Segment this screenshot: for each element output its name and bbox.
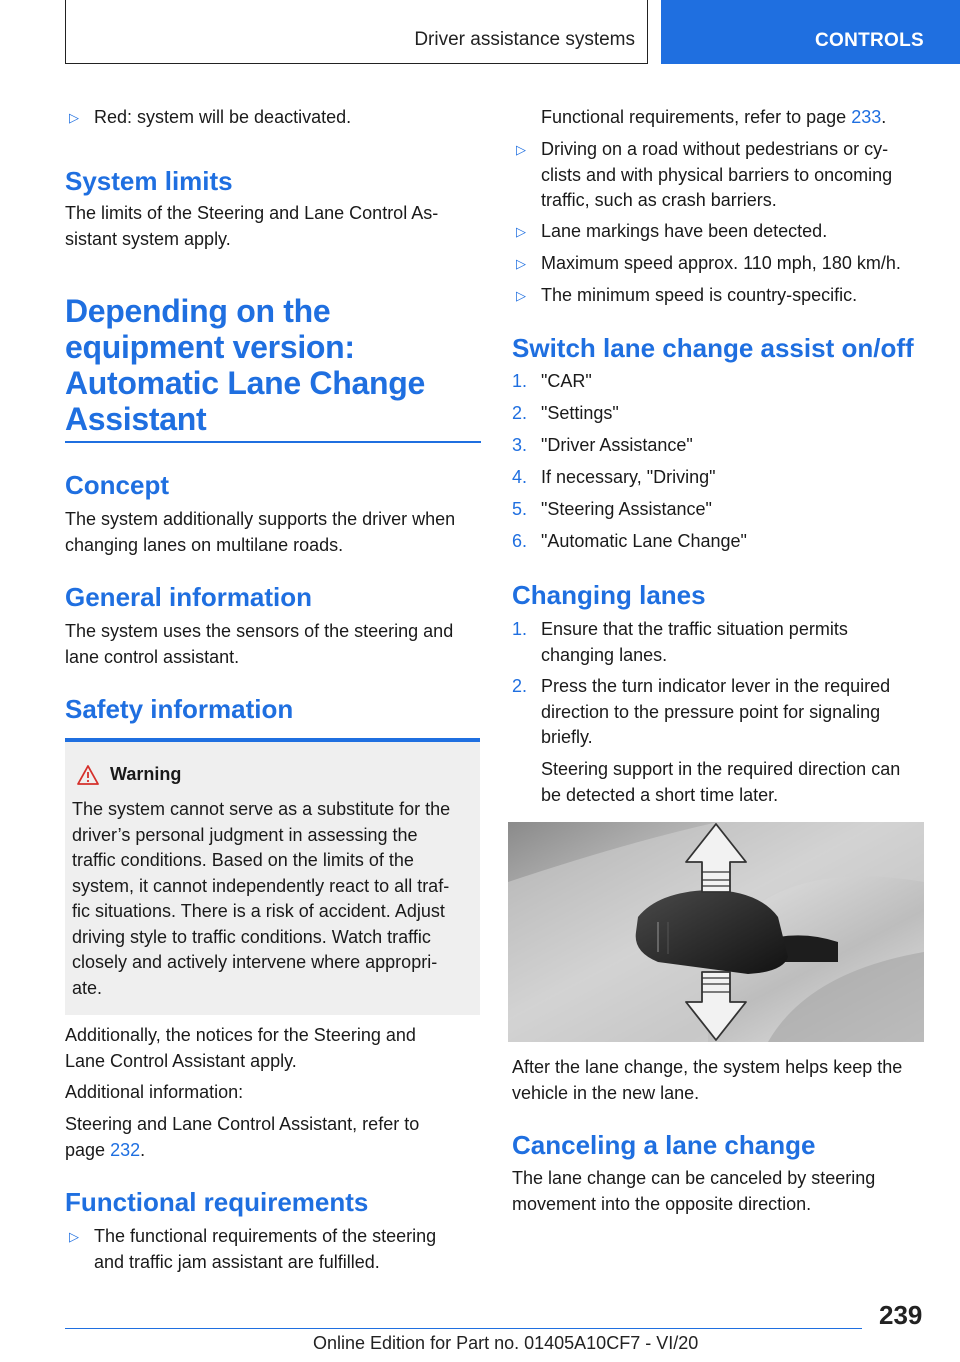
list-item <box>512 617 960 668</box>
page-link-232[interactable]: 232 <box>110 1139 141 1160</box>
page-link-233[interactable]: 233 <box>851 107 882 127</box>
list-item <box>512 497 932 523</box>
warning-title: Warning <box>110 764 182 784</box>
bullet-text: The minimum speed is country-specific. <box>541 285 858 305</box>
func-ref-text: Functional requirements, refer to page <box>541 107 847 127</box>
list-item <box>512 465 932 491</box>
switch-steps-list <box>512 369 932 555</box>
list-item <box>512 433 932 459</box>
controls-tab[interactable] <box>661 0 960 64</box>
step-text: Ensure that the traffic situation permits changing lanes. <box>541 619 848 665</box>
safety-info-heading: Safety information <box>65 694 294 724</box>
controls-tab-label: CONTROLS <box>815 30 925 51</box>
bullet-text: Maximum speed approx. 110 mph, 180 km/h. <box>541 253 901 273</box>
additional-info-ref: Steering and Lane Control Assistant, refer to page 232. <box>65 1114 420 1160</box>
triangle-bullet-icon: ▷ <box>516 224 526 239</box>
main-heading-line: equipment version: <box>65 329 355 365</box>
step-note: Steering support in the required direction can be detected a short time later. <box>541 759 901 805</box>
list-item <box>512 283 960 309</box>
list-item <box>512 529 932 555</box>
step-text: "Settings" <box>541 403 619 423</box>
step-number: 6. <box>512 531 528 551</box>
triangle-bullet-icon: ▷ <box>516 288 526 303</box>
list-item <box>512 219 960 245</box>
footer-divider <box>65 1328 862 1329</box>
step-text: "CAR" <box>541 371 592 391</box>
triangle-bullet-icon: ▷ <box>69 1229 79 1244</box>
list-item <box>65 105 510 131</box>
additional-info-label: Additional information: <box>65 1082 244 1102</box>
step-number: 2. <box>512 403 528 423</box>
main-heading-line: Automatic Lane Change <box>65 365 425 401</box>
func-ref: Functional requirements, refer to page 233. <box>541 107 887 127</box>
step-number: 1. <box>512 371 528 391</box>
triangle-bullet-icon: ▷ <box>516 256 526 271</box>
triangle-bullet-icon: ▷ <box>69 110 79 125</box>
system-limits-body: The limits of the Steering and Lane Control As- sistant system apply. <box>65 203 439 249</box>
main-heading-line: Assistant <box>65 401 207 437</box>
warning-box <box>65 738 480 1015</box>
additional-info-ref-text: Steering and Lane Control Assistant, refer to page <box>65 1114 420 1160</box>
system-limits-heading: System limits <box>65 166 233 196</box>
main-heading <box>65 293 481 437</box>
concept-body: The system additionally supports the driver when changing lanes on multilane roads. <box>65 509 456 555</box>
list-item <box>512 251 960 277</box>
warning-title-row <box>77 764 181 785</box>
additional-notice: Additionally, the notices for the Steering and Lane Control Assistant apply. <box>65 1025 416 1071</box>
general-info-heading: General information <box>65 582 313 612</box>
list-item <box>512 369 932 395</box>
bullet-text: The functional requirements of the steering and traffic jam assistant are fulfilled. <box>94 1226 437 1272</box>
switch-lane-change-heading: Switch lane change assist on/off <box>512 333 914 363</box>
section-title: Driver assistance systems <box>414 29 635 50</box>
changing-lanes-heading: Changing lanes <box>512 580 706 610</box>
step-number: 5. <box>512 499 528 519</box>
heading-divider <box>65 441 481 443</box>
canceling-heading: Canceling a lane change <box>512 1130 816 1160</box>
list-item <box>512 674 960 751</box>
page-number: 239 <box>879 1300 923 1330</box>
edition-text: Online Edition for Part no. 01405A10CF7 - VI/20 <box>313 1333 699 1353</box>
step-number: 1. <box>512 619 528 639</box>
step-number: 4. <box>512 467 528 487</box>
step-number: 2. <box>512 676 528 696</box>
list-item <box>512 137 960 214</box>
list-item <box>512 401 932 427</box>
bullet-text: Red: system will be deactivated. <box>94 107 352 127</box>
after-lane-change-text: After the lane change, the system helps keep the vehicle in the new lane. <box>512 1057 903 1103</box>
bullet-text: Driving on a road without pedestrians or cy- clists and with physical barriers to oncoming traffic, such as crash barriers. <box>541 139 893 210</box>
main-heading-line: Depending on the <box>65 293 331 329</box>
functional-req-heading: Functional requirements <box>65 1187 369 1217</box>
step-text: "Automatic Lane Change" <box>541 531 747 551</box>
step-text: Press the turn indicator lever in the required direction to the pressure point for signaling briefly. <box>541 676 891 747</box>
header-section-box <box>65 0 648 64</box>
step-text: If necessary, "Driving" <box>541 467 716 487</box>
canceling-body: The lane change can be canceled by steering movement into the opposite direction. <box>512 1168 876 1214</box>
general-info-body: The system uses the sensors of the steering and lane control assistant. <box>65 621 454 667</box>
warning-body: The system cannot serve as a substitute for the driver’s personal judgment in assessing the traffic conditions. Based on the limits of the system, it cannot independently react to all traf- fic situations. There is a risk of accident. Adjust driving style to traffic conditions. Watch traffic closely and actively intervene where appropri- ate. <box>72 799 451 998</box>
warning-triangle-icon <box>77 765 99 785</box>
triangle-bullet-icon: ▷ <box>516 142 526 157</box>
concept-heading: Concept <box>65 470 169 500</box>
step-text: "Driver Assistance" <box>541 435 693 455</box>
bullet-text: Lane markings have been detected. <box>541 221 828 241</box>
list-item <box>65 1224 510 1275</box>
turn-indicator-lever-illustration <box>508 822 924 1042</box>
step-number: 3. <box>512 435 528 455</box>
step-text: "Steering Assistance" <box>541 499 712 519</box>
